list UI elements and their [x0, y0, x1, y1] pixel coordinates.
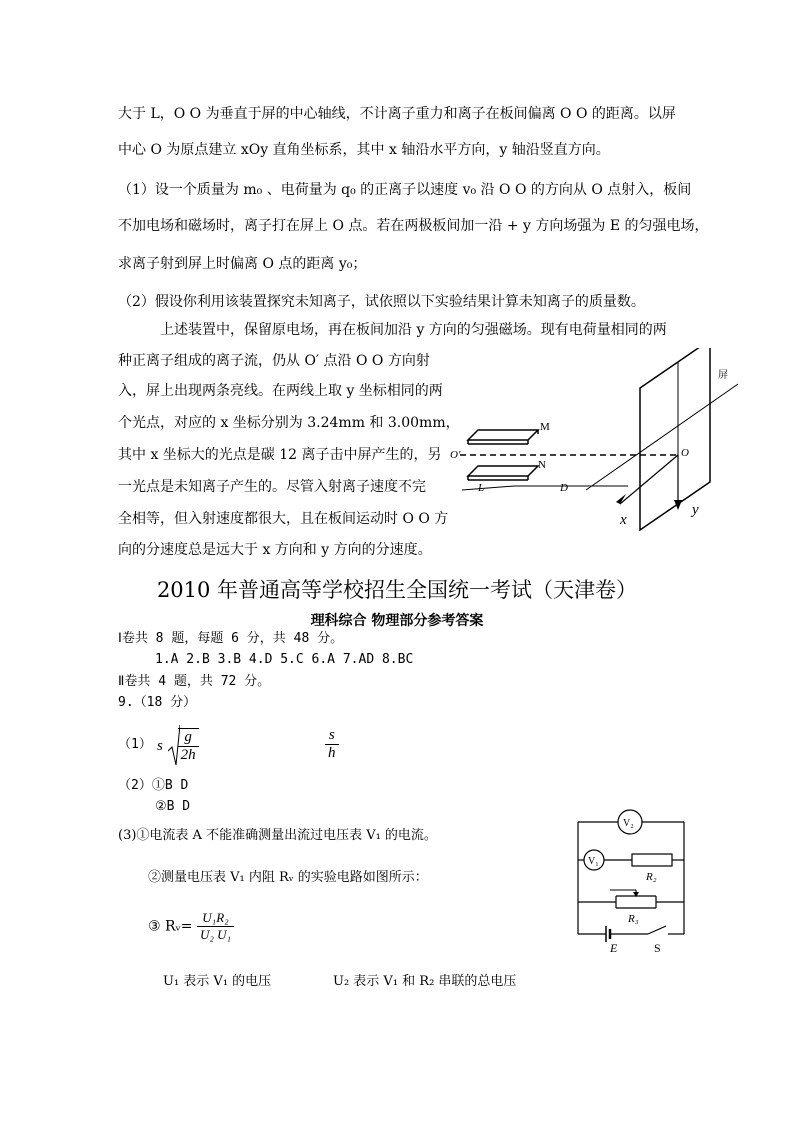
label-v2: V₂ — [623, 818, 634, 829]
label-o-prime: O' — [450, 449, 461, 461]
circuit-diagram — [570, 808, 695, 953]
plate-n — [468, 466, 538, 476]
answer-9-3-3 — [148, 910, 234, 943]
question-2-line-f: 其中 x 坐标大的光点是碳 12 离子击中屏产生的，另 — [118, 447, 442, 463]
answer-9-1-formula-b — [325, 727, 339, 762]
question-2-line-d: 入，屏上出现两条亮线。在两线上取 y 坐标相同的两 — [118, 383, 443, 399]
question-2-line-h: 全相等，但入射速度都很大，且在板间运动时 O O 方 — [118, 511, 449, 527]
deflection-apparatus-figure — [448, 348, 778, 538]
fraction-h: h — [328, 745, 336, 761]
fraction-denominator: U₂ U₁ — [199, 927, 232, 942]
answer-note-u2: U₂ 表示 V₁ 和 R₂ 串联的总电压 — [333, 974, 517, 989]
label-e: E — [610, 941, 618, 953]
formula-s: s — [157, 738, 163, 754]
label-m: M — [540, 421, 550, 433]
switch-s — [648, 926, 666, 934]
answer-9-3-2: ②测量电压表 V₁ 内阻 Rᵥ 的实验电路如图所示： — [148, 870, 428, 885]
question-2-line-g: 一光点是未知离子产生的。尽管入射离子速度不完 — [118, 479, 426, 495]
answer-title: 2010 年普通高等学校招生全国统一考试（天津卷） — [156, 578, 638, 602]
label-s: S — [654, 941, 661, 953]
part-2-summary: Ⅱ卷共 4 题，共 72 分。 — [118, 674, 271, 689]
label-v1: V₁ — [588, 856, 599, 867]
label-screen: 屏 — [718, 370, 728, 381]
formula-rv-label: ③ Rᵥ= — [148, 918, 193, 935]
problem-paragraph-1: 大于 L，O O 为垂直于屏的中心轴线，不计离子重力和离子在板间偏离 O O 的距离。以屏 — [118, 106, 676, 122]
problem-paragraph-2: 中心 O 为原点建立 xOy 直角坐标系，其中 x 轴沿水平方向，y 轴沿竖直方向。 — [118, 142, 610, 158]
answer-9-2-b: ②B D — [155, 799, 191, 814]
question-2-line-a: （2）假设你利用该装置探究未知离子，试依照以下实验结果计算未知离子的质量数。 — [118, 294, 645, 310]
multiple-choice-answers: 1.A 2.B 3.B 4.D 5.C 6.A 7.AD 8.BC — [155, 652, 414, 667]
question-9-header: 9.（18 分） — [118, 695, 197, 710]
question-1-line-c: 求离子射到屏上时偏离 O 点的距离 y₀； — [118, 256, 367, 272]
label-o: O — [681, 447, 689, 459]
screen — [640, 348, 710, 530]
label-n: N — [538, 459, 546, 471]
label-l: L — [478, 482, 485, 494]
part-1-summary: Ⅰ卷共 8 题，每题 6 分，共 48 分。 — [118, 631, 344, 646]
plate-m — [468, 430, 538, 440]
question-2-line-b: 上述装置中，保留原电场，再在板间加沿 y 方向的匀强磁场。现有电荷量相同的两 — [160, 322, 667, 338]
label-y-axis: y — [692, 502, 699, 518]
question-2-line-e: 个光点，对应的 x 坐标分别为 3.24mm 和 3.00mm， — [118, 415, 460, 431]
label-d: D — [560, 482, 568, 494]
answer-9-1-formula-a — [157, 725, 199, 767]
answer-note-u1: U₁ 表示 V₁ 的电压 — [163, 974, 272, 989]
question-2-line-i: 向的分速度总是远大于 x 方向和 y 方向的分速度。 — [118, 542, 432, 558]
answer-9-1-label: （1） — [118, 737, 152, 752]
resistor-r2 — [632, 854, 672, 866]
answer-9-3-1: (3)①电流表 A 不能准确测量出流过电压表 V₁ 的电流。 — [118, 828, 437, 843]
sqrt-fraction — [178, 728, 199, 764]
fraction-s: s — [325, 727, 339, 745]
question-1-line-b: 不加电场和磁场时，离子打在屏上 O 点。若在两极板间加一沿 + y 方向场强为 E 的匀强电场， — [118, 218, 709, 234]
question-2-line-c: 种正离子组成的离子流，仍从 O′ 点沿 O O 方向射 — [118, 353, 430, 369]
label-x-axis: x — [620, 512, 627, 528]
fraction-g: g — [178, 729, 199, 747]
fraction-numerator: U₁R₂ — [197, 910, 234, 927]
fraction-2h: 2h — [180, 747, 196, 763]
label-r2: R₂ — [646, 871, 657, 883]
answer-9-2-a: （2）①B D — [118, 778, 189, 793]
answer-subtitle: 理科综合 物理部分参考答案 — [310, 613, 484, 629]
question-1-line-a: （1）设一个质量为 m₀ 、电荷量为 q₀ 的正离子以速度 v₀ 沿 O O 的方向从 O 点射入，板间 — [118, 182, 692, 198]
label-r3: R₃ — [628, 913, 639, 925]
